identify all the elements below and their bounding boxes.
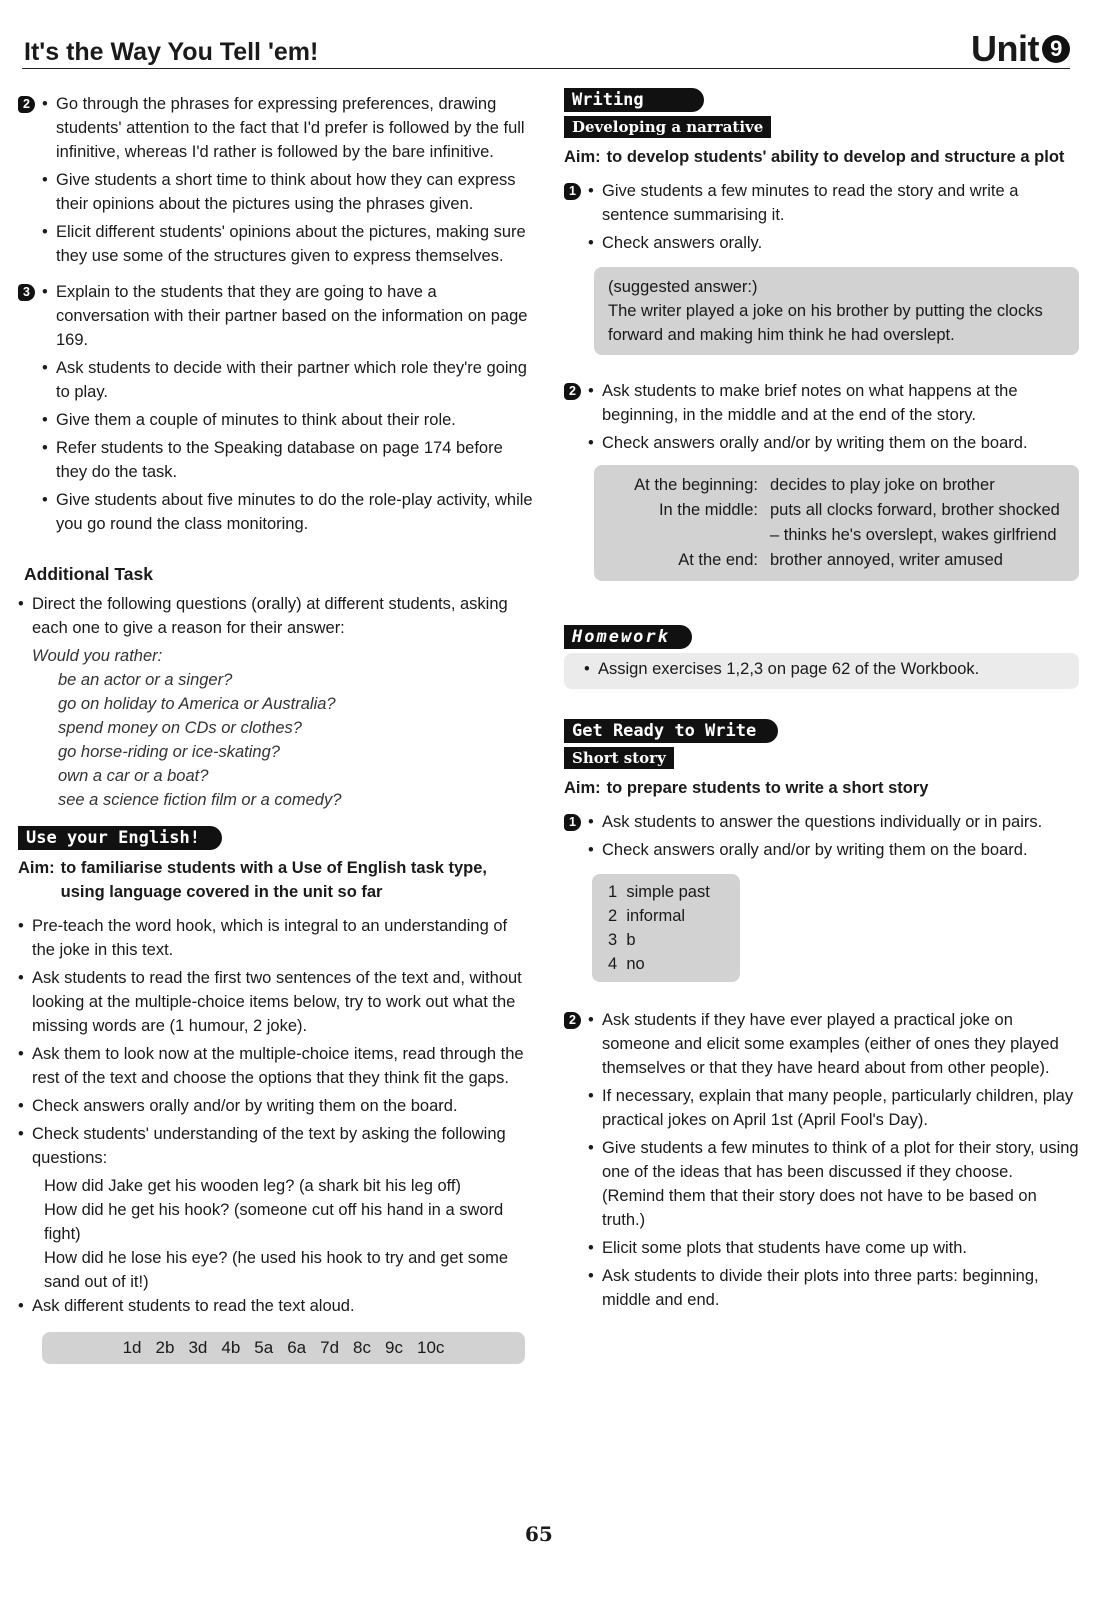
list-item: • Pre-teach the word hook, which is integral to an understanding of the joke in this text. xyxy=(18,914,533,962)
exercise-number: 2 xyxy=(564,1012,581,1029)
list-item: • Ask students to make brief notes on what happens at the beginning, in the middle and at the end of the story. xyxy=(588,379,1079,427)
list-item: • Check answers orally and/or by writing them on the board. xyxy=(588,838,1079,862)
story-structure-box xyxy=(594,465,1079,581)
use-english-banner: Use your English! xyxy=(18,826,222,850)
list-item: • Refer students to the Speaking database on page 174 before they do the task. xyxy=(42,436,533,484)
list-item: • Check answers orally and/or by writing them on the board. xyxy=(588,431,1079,455)
list-item: • Direct the following questions (orally) at different students, asking each one to give a reason for their answer: xyxy=(18,592,533,640)
answer: 2b xyxy=(155,1338,175,1357)
additional-task-heading: Additional Task xyxy=(24,564,153,584)
table-value: puts all clocks forward, brother shocked – thinks he's overslept, wakes girlfriend xyxy=(770,501,1060,544)
list-item: • Assign exercises 1,2,3 on page 62 of the Workbook. xyxy=(584,657,1065,681)
comprehension-questions xyxy=(44,1174,533,1294)
writing-exercise-2 xyxy=(564,379,1079,581)
answer: 3d xyxy=(188,1338,208,1357)
writing-exercise-1 xyxy=(564,179,1079,355)
answer-row xyxy=(608,928,710,952)
list-item: • Ask students to decide with their partner which role they're going to play. xyxy=(42,356,533,404)
answer: 10c xyxy=(416,1338,445,1357)
answer: 1d xyxy=(122,1338,142,1357)
ready-exercise-1 xyxy=(564,810,1079,982)
right-column xyxy=(564,88,1079,1316)
story-structure-table xyxy=(608,473,1065,573)
table-key: At the beginning: xyxy=(634,476,758,494)
list-item: • If necessary, explain that many people, particularly children, play practical jokes on April 1st (April Fool's Day). xyxy=(588,1084,1079,1132)
list-item: • Elicit different students' opinions about the pictures, making sure they use some of the structures given to express themselves. xyxy=(42,220,533,268)
exercise-2 xyxy=(18,92,533,268)
table-value: decides to play joke on brother xyxy=(770,476,995,494)
list-item: • Give students about five minutes to do the role-play activity, while you go round the class monitoring. xyxy=(42,488,533,536)
question: go on holiday to America or Australia? xyxy=(58,695,336,713)
table-row xyxy=(608,473,1065,498)
question-lead: Would you rather: xyxy=(32,647,163,665)
table-row xyxy=(608,548,1065,573)
answer-text: b xyxy=(626,931,636,949)
exercise-number: 3 xyxy=(18,284,35,301)
question: How did he lose his eye? (he used his hook to try and get some sand out of it!) xyxy=(44,1249,509,1291)
exercise-3 xyxy=(18,280,533,536)
list-item: • Ask students if they have ever played a practical joke on someone and elicit some examples (either of ones they played themselves or that they have heard about from other people). xyxy=(588,1008,1079,1080)
box-text: The writer played a joke on his brother by putting the clocks forward and making him think he had overslept. xyxy=(608,302,1043,344)
question: How did he get his hook? (someone cut off his hand in a sword fight) xyxy=(44,1201,504,1243)
answer-text: informal xyxy=(626,907,686,925)
writing-aim xyxy=(564,145,1079,169)
list-item: • Ask them to look now at the multiple-choice items, read through the rest of the text and choose the options that they think fit the gaps. xyxy=(18,1042,533,1090)
answer-key xyxy=(56,1336,511,1360)
header-rule xyxy=(22,68,1070,69)
get-ready-banner: Get Ready to Write xyxy=(564,719,778,743)
table-value: brother annoyed, writer amused xyxy=(770,551,1003,569)
unit-word: Unit xyxy=(971,28,1039,69)
list-item: • Give students a few minutes to read the story and write a sentence summarising it. xyxy=(588,179,1079,227)
aim-label: Aim: xyxy=(564,148,601,166)
question-list xyxy=(58,668,533,812)
list-item: • Go through the phrases for expressing preferences, drawing students' attention to the fact that I'd prefer is followed by the full infinitive, whereas I'd rather is followed by the bare infinitive. xyxy=(42,92,533,164)
list-item: • Check answers orally. xyxy=(588,231,1079,255)
answer: 9c xyxy=(385,1338,403,1357)
list-item: • Elicit some plots that students have come up with. xyxy=(588,1236,1079,1260)
homework-box xyxy=(564,653,1079,689)
exercise-number: 2 xyxy=(18,96,35,113)
answer-number: 2 xyxy=(608,907,618,925)
box-lead: (suggested answer:) xyxy=(608,278,758,296)
ready-exercise-2 xyxy=(564,1008,1079,1312)
exercise-number: 1 xyxy=(564,814,581,831)
list-item: • Ask students to divide their plots into three parts: beginning, middle and end. xyxy=(588,1264,1079,1312)
list-item: • Check students' understanding of the text by asking the following questions: xyxy=(18,1122,533,1170)
question: go horse-riding or ice-skating? xyxy=(58,743,280,761)
answer-number: 1 xyxy=(608,883,618,901)
list-item: • Ask students to read the first two sentences of the text and, without looking at the multiple-choice items below, try to work out what the missing words are (1 humour, 2 joke). xyxy=(18,966,533,1038)
answer-row xyxy=(608,952,710,976)
answer-text: no xyxy=(626,955,645,973)
writing-banner: Writing xyxy=(564,88,704,112)
exercise-number: 1 xyxy=(564,183,581,200)
list-item: • Ask different students to read the text aloud. xyxy=(18,1294,533,1318)
use-english-aim xyxy=(18,856,533,904)
list-item: • Give students a few minutes to think of a plot for their story, using one of the ideas that has been discussed if they choose. (Remind them that their story does not have to be based on truth.) xyxy=(588,1136,1079,1232)
page-number: 65 xyxy=(525,1522,553,1546)
question: How did Jake get his wooden leg? (a shark bit his leg off) xyxy=(44,1177,462,1195)
question: see a science fiction film or a comedy? xyxy=(58,791,342,809)
get-ready-subbanner: Short story xyxy=(564,747,674,769)
table-key: At the end: xyxy=(678,551,758,569)
writing-subbanner: Developing a narrative xyxy=(564,116,771,138)
list-item: • Explain to the students that they are going to have a conversation with their partner based on the information on page 169. xyxy=(42,280,533,352)
question: be an actor or a singer? xyxy=(58,671,233,689)
answer-text: simple past xyxy=(626,883,710,901)
table-row xyxy=(608,498,1065,548)
question: spend money on CDs or clothes? xyxy=(58,719,302,737)
question: own a car or a boat? xyxy=(58,767,209,785)
answer-row xyxy=(608,880,710,904)
list-item: • Give students a short time to think about how they can express their opinions about the pictures using the phrases given. xyxy=(42,168,533,216)
answer: 5a xyxy=(254,1338,274,1357)
unit-number: 9 xyxy=(1042,35,1070,63)
answer-number: 4 xyxy=(608,955,618,973)
answer-row xyxy=(608,904,710,928)
homework-banner: Homework xyxy=(564,625,692,649)
answer-number: 3 xyxy=(608,931,618,949)
exercise-number: 2 xyxy=(564,383,581,400)
aim-text: to prepare students to write a short story xyxy=(606,779,929,797)
answer: 7d xyxy=(320,1338,340,1357)
aim-label: Aim: xyxy=(18,859,55,877)
aim-text: to familiarise students with a Use of English task type, using language covered in the unit so far xyxy=(60,859,488,901)
aim-text: to develop students' ability to develop and structure a plot xyxy=(606,148,1065,166)
answer: 6a xyxy=(287,1338,307,1357)
aim-label: Aim: xyxy=(564,779,601,797)
table-key: In the middle: xyxy=(658,501,758,519)
ready-answers-box xyxy=(592,874,740,982)
answer: 4b xyxy=(221,1338,241,1357)
left-column xyxy=(18,92,533,1364)
page-title: It's the Way You Tell 'em! xyxy=(24,38,319,66)
list-item: • Ask students to answer the questions individually or in pairs. xyxy=(588,810,1079,834)
unit-label xyxy=(971,28,1070,70)
list-item: • Check answers orally and/or by writing them on the board. xyxy=(18,1094,533,1118)
answer-key-box xyxy=(42,1332,525,1364)
suggested-answer-box xyxy=(594,267,1079,355)
list-item: • Give them a couple of minutes to think about their role. xyxy=(42,408,533,432)
answer: 8c xyxy=(353,1338,372,1357)
get-ready-aim xyxy=(564,776,1079,800)
